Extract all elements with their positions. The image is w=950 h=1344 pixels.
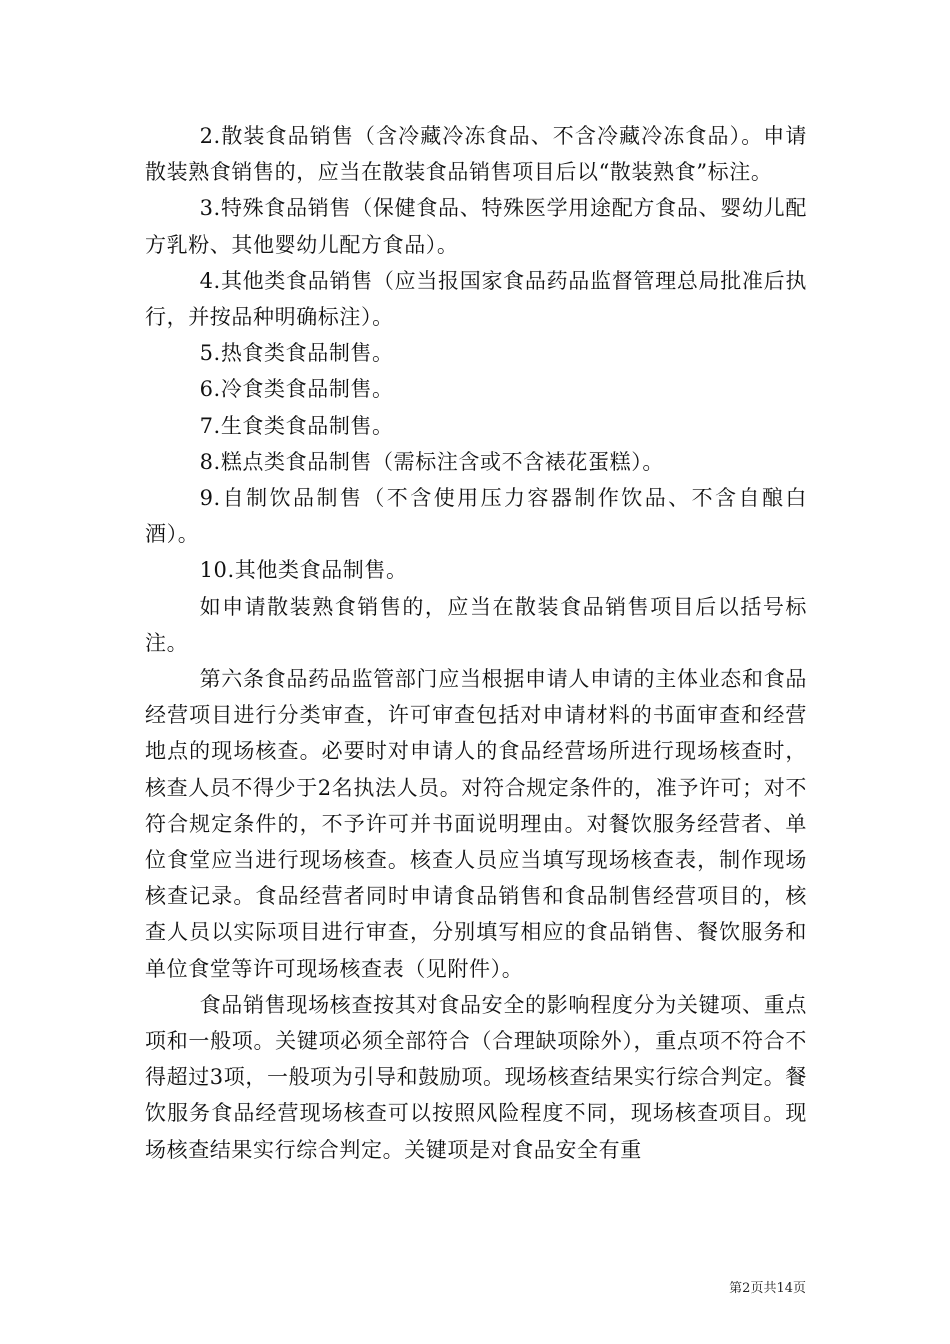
paragraph-other-food-production: 10.其他类食品制售。 xyxy=(199,558,408,583)
paragraph-raw-food: 7.生食类食品制售。 xyxy=(199,413,394,438)
paragraph-special-food-sales: 3.特殊食品销售（保健食品、特殊医学用途配方食品、婴幼儿配方乳粉、其他婴幼儿配方食品）。 xyxy=(145,196,807,257)
paragraph-hot-food: 5.热食类食品制售。 xyxy=(199,341,394,366)
paragraph-bulk-cooked-note: 如申请散装熟食销售的，应当在散装食品销售项目后以括号标注。 xyxy=(145,594,807,655)
paragraph-beverages: 9.自制饮品制售（不含使用压力容器制作饮品、不含自酿白酒）。 xyxy=(145,486,807,547)
document-body xyxy=(145,118,807,1168)
paragraph-bulk-food-sales: 2.散装食品销售（含冷藏冷冻食品、不含冷藏冷冻食品）。申请散装熟食销售的，应当在散装食品销售项目后以“散装熟食”标注。 xyxy=(145,124,807,185)
paragraph-cold-food: 6.冷食类食品制售。 xyxy=(199,377,394,402)
paragraph-article-six: 第六条食品药品监管部门应当根据申请人申请的主体业态和食品经营项目进行分类审查，许可审查包括对申请材料的书面审查和经营地点的现场核查。必要时对申请人的食品经营场所进行现场核查时，核查人员不得少于2名执法人员。对符合规定条件的，准予许可；对不符合规定条件的，不予许可并书面说明理由。对餐饮服务经营者、单位食堂应当进行现场核查。核查人员应当填写现场核查表，制作现场核查记录。食品经营者同时申请食品销售和食品制售经营项目的，核查人员以实际项目进行审查，分别填写相应的食品销售、餐饮服务和单位食堂等许可现场核查表（见附件）。 xyxy=(145,667,807,981)
paragraph-onsite-inspection: 食品销售现场核查按其对食品安全的影响程度分为关键项、重点项和一般项。关键项必须全部符合（合理缺项除外），重点项不符合不得超过3项，一般项为引导和鼓励项。现场核查结果实行综合判定。餐饮服务食品经营现场核查可以按照风险程度不同，现场核查项目。现场核查结果实行综合判定。关键项是对食品安全有重 xyxy=(145,992,807,1162)
paragraph-pastry: 8.糕点类食品制售（需标注含或不含裱花蛋糕）。 xyxy=(199,449,664,474)
page-number: 第2页共14页 xyxy=(729,1281,806,1296)
paragraph-other-food-sales: 4.其他类食品销售（应当报国家食品药品监督管理总局批准后执行，并按品种明确标注）。 xyxy=(145,268,807,330)
